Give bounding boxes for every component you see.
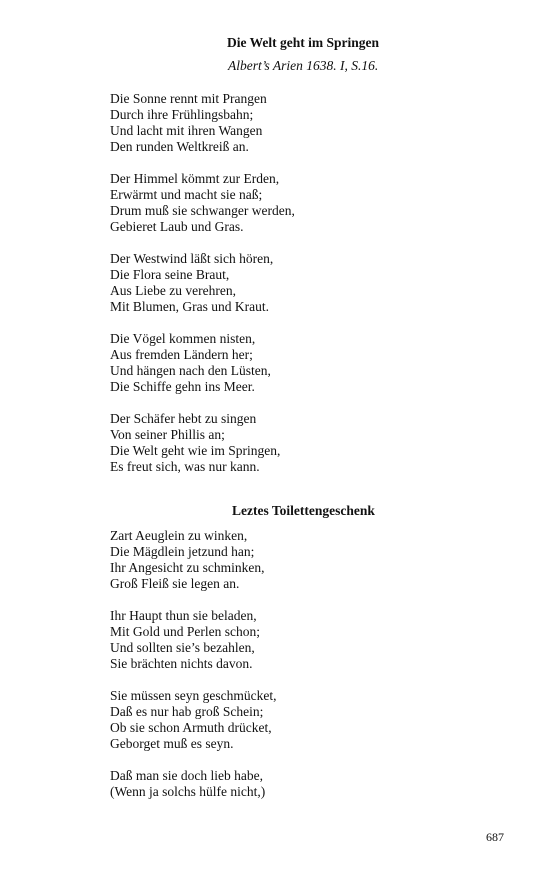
stanza bbox=[110, 331, 440, 395]
verse-line: Die Flora seine Braut, bbox=[110, 267, 230, 282]
verse-line: Groß Fleiß sie legen an. bbox=[110, 576, 240, 591]
verse-line: Drum muß sie schwanger werden, bbox=[110, 203, 295, 218]
stanza bbox=[110, 528, 440, 592]
verse-line: Sie müssen seyn geschmücket, bbox=[110, 688, 277, 703]
verse-line: Und sollten sie’s bezahlen, bbox=[110, 640, 255, 655]
verse-line: Der Schäfer hebt zu singen bbox=[110, 411, 257, 426]
verse-line: Ob sie schon Armuth drücket, bbox=[110, 720, 272, 735]
verse-line: Ihr Haupt thun sie beladen, bbox=[110, 608, 257, 623]
stanza bbox=[110, 251, 440, 315]
verse-line: Zart Aeuglein zu winken, bbox=[110, 528, 248, 543]
verse-line: Den runden Weltkreiß an. bbox=[110, 139, 249, 154]
verse-line: Daß man sie doch lieb habe, bbox=[110, 768, 263, 783]
poem-body bbox=[110, 91, 440, 491]
stanza bbox=[110, 171, 440, 235]
verse-line: Es freut sich, was nur kann. bbox=[110, 459, 260, 474]
verse-line: Sie brächten nichts davon. bbox=[110, 656, 253, 671]
poem-source: Albert’s Arien 1638. I, S.16. bbox=[228, 58, 379, 73]
verse-line: Der Himmel kömmt zur Erden, bbox=[110, 171, 280, 186]
verse-line: Mit Blumen, Gras und Kraut. bbox=[110, 299, 269, 314]
verse-line: Von seiner Phillis an; bbox=[110, 427, 225, 442]
verse-line: Aus Liebe zu verehren, bbox=[110, 283, 236, 298]
verse-line: Die Mägdlein jetzund han; bbox=[110, 544, 255, 559]
stanza bbox=[110, 768, 440, 800]
verse-line: (Wenn ja solchs hülfe nicht,) bbox=[110, 784, 266, 799]
poem-body bbox=[110, 528, 440, 816]
verse-line: Aus fremden Ländern her; bbox=[110, 347, 253, 362]
verse-line: Geborget muß es seyn. bbox=[110, 736, 234, 751]
stanza bbox=[110, 688, 440, 752]
verse-line: Gebieret Laub und Gras. bbox=[110, 219, 244, 234]
verse-line: Und lacht mit ihren Wangen bbox=[110, 123, 263, 138]
stanza bbox=[110, 411, 440, 475]
verse-line: Mit Gold und Perlen schon; bbox=[110, 624, 260, 639]
verse-line: Die Welt geht wie im Springen, bbox=[110, 443, 281, 458]
verse-line: Und hängen nach den Lüsten, bbox=[110, 363, 271, 378]
verse-line: Durch ihre Frühlingsbahn; bbox=[110, 107, 254, 122]
verse-line: Der Westwind läßt sich hören, bbox=[110, 251, 274, 266]
verse-line: Die Schiffe gehn ins Meer. bbox=[110, 379, 255, 394]
verse-line: Erwärmt und macht sie naß; bbox=[110, 187, 263, 202]
stanza bbox=[110, 91, 440, 155]
page-number: 687 bbox=[486, 830, 504, 844]
stanza bbox=[110, 608, 440, 672]
verse-line: Daß es nur hab groß Schein; bbox=[110, 704, 264, 719]
verse-line: Die Sonne rennt mit Prangen bbox=[110, 91, 267, 106]
poem-title: Leztes Toilettengeschenk bbox=[232, 503, 375, 518]
poem-title: Die Welt geht im Springen bbox=[227, 35, 380, 50]
verse-line: Die Vögel kommen nisten, bbox=[110, 331, 256, 346]
verse-line: Ihr Angesicht zu schminken, bbox=[110, 560, 265, 575]
